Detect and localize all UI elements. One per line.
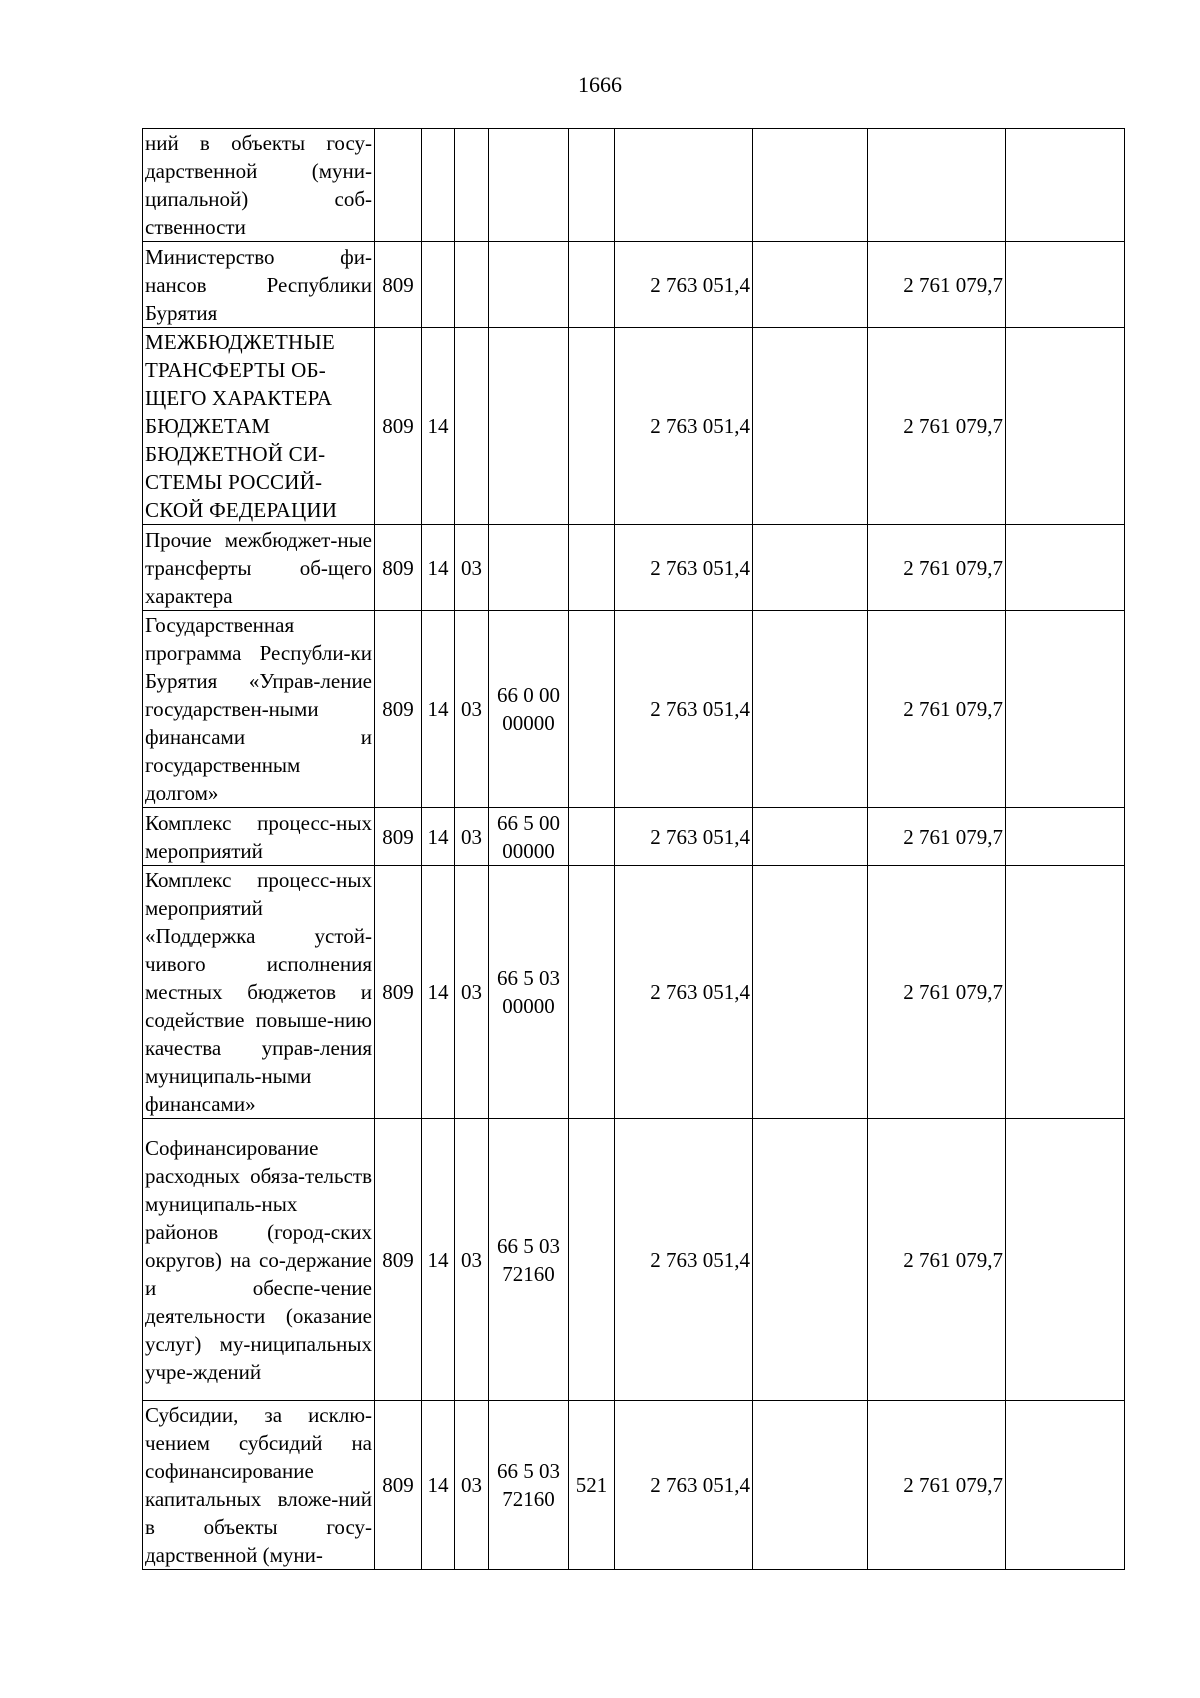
program-code: 66 5 00 00000 xyxy=(489,808,569,866)
row-name: Министерство фи-нансов Республики Бурятия xyxy=(143,242,375,328)
row-name: Комплекс процесс-ных мероприятий «Поддержка устой-чивого исполнения местных бюджетов и содействие повыше-нию качества управ-ления муниципаль-ными финансами» xyxy=(143,866,375,1119)
empty-cell xyxy=(1006,1119,1125,1401)
section-code: 14 xyxy=(422,611,455,808)
amount-year-2: 2 761 079,7 xyxy=(868,866,1006,1119)
table-row xyxy=(143,129,1125,242)
program-code xyxy=(489,129,569,242)
amount-year-1: 2 763 051,4 xyxy=(615,808,753,866)
empty-cell xyxy=(753,129,868,242)
section-code xyxy=(422,129,455,242)
row-name: ний в объекты госу-дарственной (муни-ципальной) соб-ственности xyxy=(143,129,375,242)
expense-type-code xyxy=(569,1119,615,1401)
row-name: Софинансирование расходных обяза-тельств муниципаль-ных районов (город-ских округов) на со-держание и обеспе-чение деятельности (оказание услуг) му-ниципальных учре-ждений xyxy=(143,1119,375,1401)
ministry-code: 809 xyxy=(375,242,422,328)
program-code xyxy=(489,525,569,611)
empty-cell xyxy=(1006,242,1125,328)
subsection-code xyxy=(455,129,489,242)
amount-year-2 xyxy=(868,129,1006,242)
amount-year-2: 2 761 079,7 xyxy=(868,242,1006,328)
table-row xyxy=(143,525,1125,611)
subsection-code: 03 xyxy=(455,866,489,1119)
table-row xyxy=(143,328,1125,525)
amount-year-1: 2 763 051,4 xyxy=(615,611,753,808)
subsection-code xyxy=(455,328,489,525)
empty-cell xyxy=(753,1119,868,1401)
empty-cell xyxy=(1006,808,1125,866)
program-code: 66 0 00 00000 xyxy=(489,611,569,808)
expense-type-code: 521 xyxy=(569,1401,615,1570)
row-name: МЕЖБЮДЖЕТНЫЕ ТРАНСФЕРТЫ ОБ-ЩЕГО ХАРАКТЕРА БЮДЖЕТАМ БЮДЖЕТНОЙ СИ-СТЕМЫ РОССИЙ-СКОЙ ФЕДЕРАЦИИ xyxy=(143,328,375,525)
budget-table xyxy=(142,128,1125,1570)
empty-cell xyxy=(753,242,868,328)
ministry-code: 809 xyxy=(375,328,422,525)
subsection-code: 03 xyxy=(455,525,489,611)
expense-type-code xyxy=(569,242,615,328)
amount-year-2: 2 761 079,7 xyxy=(868,808,1006,866)
section-code: 14 xyxy=(422,866,455,1119)
program-code xyxy=(489,242,569,328)
table-row xyxy=(143,242,1125,328)
empty-cell xyxy=(1006,866,1125,1119)
amount-year-2: 2 761 079,7 xyxy=(868,525,1006,611)
ministry-code: 809 xyxy=(375,1401,422,1570)
empty-cell xyxy=(1006,1401,1125,1570)
empty-cell xyxy=(753,611,868,808)
expense-type-code xyxy=(569,328,615,525)
program-code xyxy=(489,328,569,525)
section-code: 14 xyxy=(422,525,455,611)
amount-year-1: 2 763 051,4 xyxy=(615,1119,753,1401)
subsection-code: 03 xyxy=(455,808,489,866)
empty-cell xyxy=(753,525,868,611)
empty-cell xyxy=(753,1401,868,1570)
table-row xyxy=(143,808,1125,866)
table-row xyxy=(143,866,1125,1119)
row-name: Комплекс процесс-ных мероприятий xyxy=(143,808,375,866)
ministry-code: 809 xyxy=(375,808,422,866)
section-code: 14 xyxy=(422,1119,455,1401)
section-code: 14 xyxy=(422,808,455,866)
table-row xyxy=(143,1401,1125,1570)
empty-cell xyxy=(1006,328,1125,525)
row-name: Субсидии, за исклю-чением субсидий на софинансирование капитальных вложе-ний в объекты госу-дарственной (муни- xyxy=(143,1401,375,1570)
ministry-code: 809 xyxy=(375,611,422,808)
empty-cell xyxy=(1006,611,1125,808)
amount-year-2: 2 761 079,7 xyxy=(868,1119,1006,1401)
section-code xyxy=(422,242,455,328)
page-number: 1666 xyxy=(578,72,622,97)
expense-type-code xyxy=(569,525,615,611)
ministry-code xyxy=(375,129,422,242)
subsection-code xyxy=(455,242,489,328)
amount-year-1: 2 763 051,4 xyxy=(615,525,753,611)
empty-cell xyxy=(1006,129,1125,242)
ministry-code: 809 xyxy=(375,1119,422,1401)
empty-cell xyxy=(1006,525,1125,611)
expense-type-code xyxy=(569,866,615,1119)
table-row xyxy=(143,1119,1125,1401)
section-code: 14 xyxy=(422,328,455,525)
empty-cell xyxy=(753,808,868,866)
amount-year-1: 2 763 051,4 xyxy=(615,328,753,525)
amount-year-1: 2 763 051,4 xyxy=(615,1401,753,1570)
amount-year-1: 2 763 051,4 xyxy=(615,866,753,1119)
amount-year-2: 2 761 079,7 xyxy=(868,1401,1006,1570)
ministry-code: 809 xyxy=(375,866,422,1119)
program-code: 66 5 03 72160 xyxy=(489,1119,569,1401)
program-code: 66 5 03 00000 xyxy=(489,866,569,1119)
amount-year-1: 2 763 051,4 xyxy=(615,242,753,328)
row-name: Прочие межбюджет-ные трансферты об-щего характера xyxy=(143,525,375,611)
subsection-code: 03 xyxy=(455,611,489,808)
amount-year-2: 2 761 079,7 xyxy=(868,328,1006,525)
program-code: 66 5 03 72160 xyxy=(489,1401,569,1570)
subsection-code: 03 xyxy=(455,1119,489,1401)
ministry-code: 809 xyxy=(375,525,422,611)
expense-type-code xyxy=(569,129,615,242)
subsection-code: 03 xyxy=(455,1401,489,1570)
amount-year-2: 2 761 079,7 xyxy=(868,611,1006,808)
empty-cell xyxy=(753,328,868,525)
section-code: 14 xyxy=(422,1401,455,1570)
expense-type-code xyxy=(569,808,615,866)
table-row xyxy=(143,611,1125,808)
amount-year-1 xyxy=(615,129,753,242)
expense-type-code xyxy=(569,611,615,808)
empty-cell xyxy=(753,866,868,1119)
row-name: Государственная программа Республи-ки Бурятия «Управ-ление государствен-ными финансами и государственным долгом» xyxy=(143,611,375,808)
